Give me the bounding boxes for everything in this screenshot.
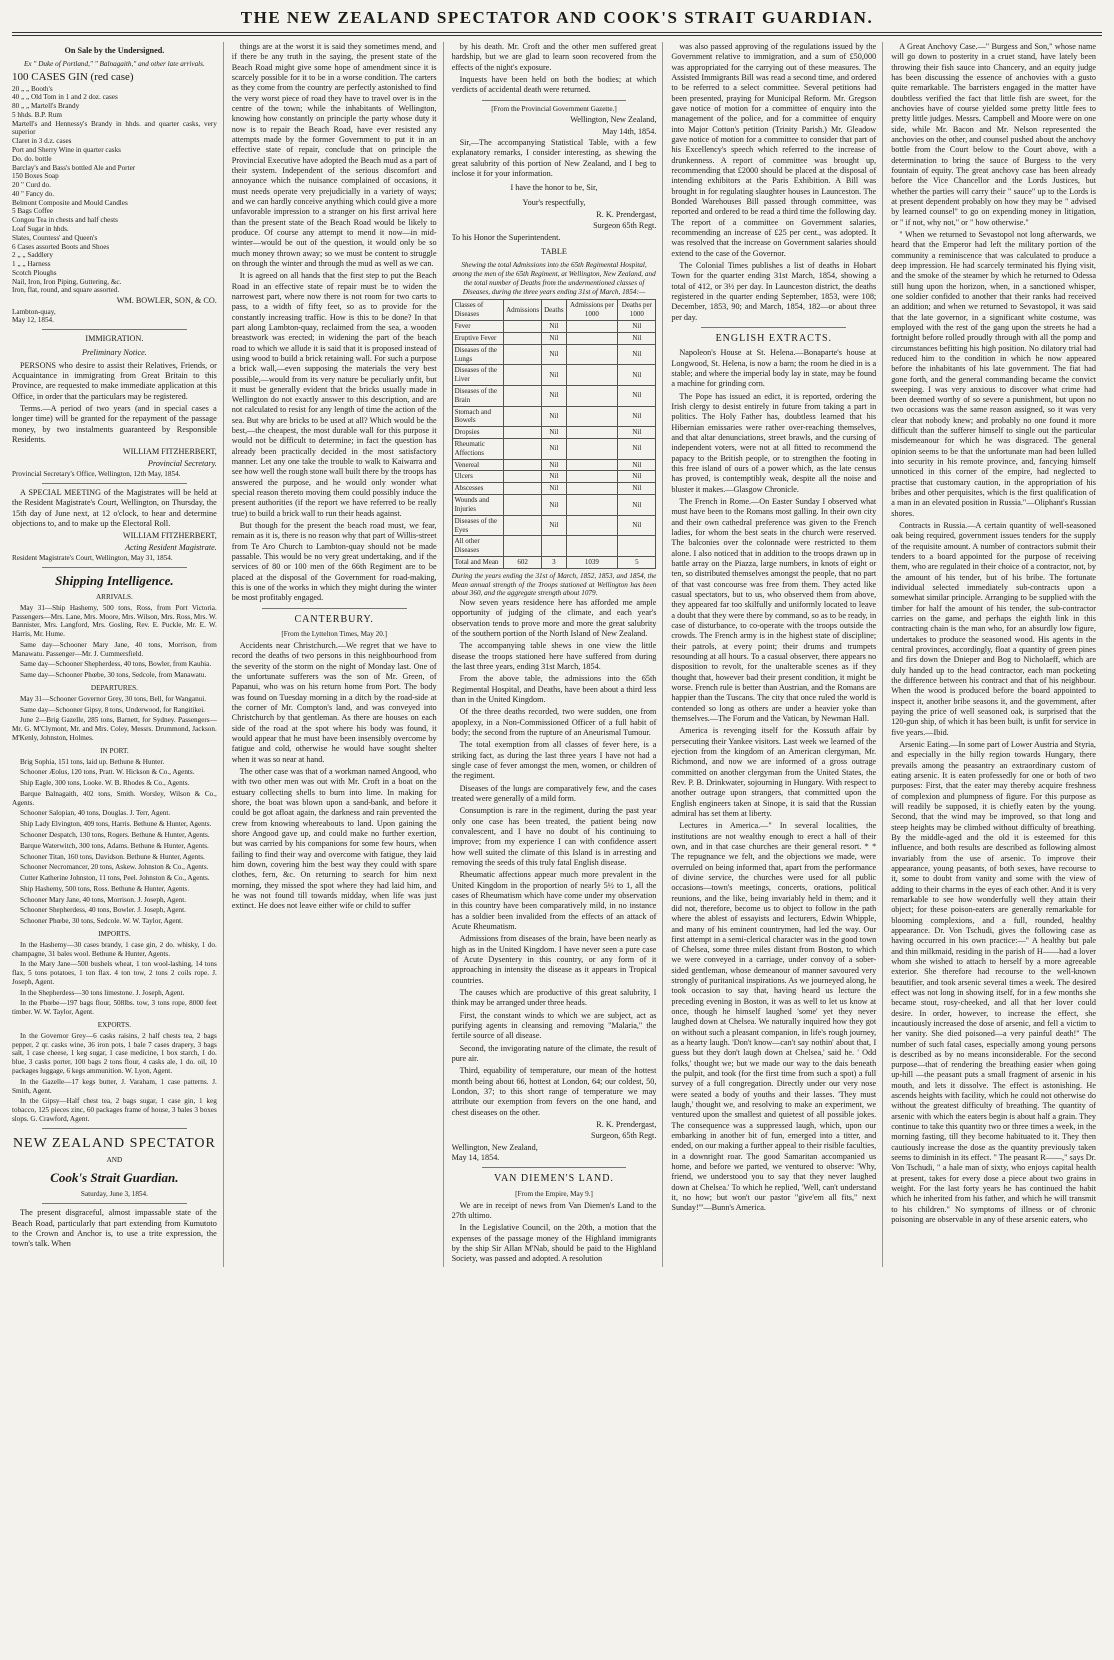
table-cell: Nil <box>542 439 566 460</box>
arrivals-heading: ARRIVALS. <box>95 593 133 601</box>
import-item: In the Phœbe—197 bags flour, 508lbs. tow, 3 tons rope, 8000 feet timber. W. W. Taylor, Agent. <box>12 999 217 1017</box>
paper-subtitle: Cook's Strait Guardian. <box>50 1170 179 1186</box>
extract-paragraph: A Great Anchovy Case.—" Burgess and Son," whose name will go down to posterity in a cruet stand, have lately been throwing their fish sauce into Chancery, and an equity judge has been discussing the essence of anchovies with a gusto quite remarkable. The barristers engaged in the matter have doubtless verified the fact that little fish are sweet, for the anchovies have of course yielded some pretty little fees to pretty little judges. Messrs. Campbell and Moore were on one side, while Mr. Bacon and Mr. Nelson represented the anchovies on the other, and counsel pushed about the anchovy bottle from the Court below to the Court above, with a determination to bring the sauce of Burgess to the very fountain of equity. The great anchovy case has been already before the Vice Chancellor and the Lords Justices, but whether the parties will carry their " sauce" up to the Lords is at present dependent probably on how they may be " advised by learned counsel" to go on expending money in litigation, or " if not, why not," or " how otherwise." <box>891 42 1096 227</box>
departure-item: Same day—Schooner Gipsy, 8 tons, Underwood, for Rangitikei. <box>20 705 205 714</box>
meeting-notice: A SPECIAL MEETING of the Magistrates will be held at the Resident Magistrate's Court, Wellington, on Thursday, the 15th day of June next, at 12 o'clock, to hear and determine objections to, and to make up the Electoral Roll. <box>12 487 217 528</box>
report-date: May 14, 1854. <box>451 1152 500 1162</box>
sale-item: Congou Tea in chests and half chests <box>12 216 118 225</box>
separator <box>42 1128 187 1129</box>
table-cell: Diseases of the Eyes <box>452 515 503 536</box>
report-paragraph: Diseases of the lungs are comparatively few, and the cases treated were generally of a mild form. <box>451 783 657 804</box>
table-cell: Nil <box>542 406 566 427</box>
vdl-paragraph: was also passed approving of the regulations issued by the Government relative to immigration, and a sum of £50,000 was appropriated for the carrying out of these measures. The Assisted Immigrants Bill was read a second time, and ordered to be referred to a select committee. Several petitions had been presented, praying for Municipal Reform. Mr. Gregson gave notice of motion for a committee of enquiry into the management of the police, and for a committee of enquiry into Major Cotton's petition (Trinity Parish.) Mr. Gleadow gave notice of motion for a committee to consider that part of his Excellency's speech which referred to the increase of drunkenness. A report of committee was brought up, recommending that £2000 should be placed at the disposal of intending exhibitors at the Paris Exhibition. A Bill was brought in for regulating slaughter houses in Launceston. The Bonded Warehouses Bill passed through committee, was reported and ordered to be read a third time the following day. The report of a committee on Government salaries, recommending an increase of £25 per cent., was adopted. It was resolved that the increase on Government salaries should extend to the case of the Governor. <box>671 42 877 258</box>
table-cell <box>566 439 618 460</box>
table-cell <box>566 344 618 365</box>
table-row <box>452 556 656 568</box>
separator <box>42 1203 187 1204</box>
separator <box>42 329 187 330</box>
table-cell: Nil <box>618 332 656 344</box>
table-row <box>452 385 656 406</box>
table-row <box>452 344 656 365</box>
table-row <box>452 427 656 439</box>
in-port-item: Ship Lady Elvington, 409 tons, Harris. Bethune & Hunter, Agents. <box>20 820 212 829</box>
table-cell: Nil <box>618 344 656 365</box>
export-item: In the Governor Grey—6 casks raisins, 2 half chests tea, 2 bags pepper, 2 qr. casks wine, 36 iron pots, 1 bale 7 cases drapery, 3 bags salt, 1 case cheese, 1 keg sugar, 1 case medicine, 1 box starch, 1 do. blue, 3 casks porter, 100 bags 2 tons flour, 4 casks ale, 1 do. oil, 10 packages luggage, 6 kegs ammunition. W. Lyon, Agent. <box>12 1031 217 1075</box>
in-port-item: Cutter Katherine Johnston, 11 tons, Peel. Johnston & Co., Agents. <box>20 874 210 883</box>
table-cell <box>504 365 542 386</box>
table-cell: Nil <box>542 459 566 471</box>
extract-paragraph: " When we returned to Sevastopol not long afterwards, we heard that the Emperor had left the military portion of the community a reminiscence that was calculated to produce a deep impression. He had scarcely terminated his flying visit, and the smoke of the steamer by which he returned to Odessa still hung upon the horizon, when, in a sanctioned whisper, one soldier confided to another that their ranks had received an addition; and when we returned to Sevastopol, it was said that the late governor, in a significant white costume, was employed with the rest of the gang upon the streets he had a fortnight before rolled proudly through with all the pomp and circumstances befitting his high position. No dilatory trial had reduced him to the condition in which he now appeared before the inhabitants of his late government. The fiat had gone forth, and the general commanding became the convict sweeping. I was very anxious to discover what crime had been deemed worthy of so severe a punishment, but upon no two occasions was the same reason assigned, so it was very clear that nobody knew; and probably no one found it more difficult than the sufferer himself to single out the particular misdemeanour for which he was disgraced. The general opinion seems to be that the unfortunate man had been lulled into security in his remote province, and, fancying himself unnoticed in this corner of the empire, had neglected to practise that customary caution, in the appropriation of his bribes and other perquisites, which is the first qualification of a man in an elevated position in Russia."—Oliphant's Russian shores. <box>891 229 1096 518</box>
table-cell: Ulcers <box>452 471 503 483</box>
extract-paragraph: Arsenic Eating.—In some part of Lower Austria and Styria, and especially in the hilly region towards Hungary, there prevails among the peasantry an extraordinary custom of eating arsenic. It is eaten professedly for one or both of two purposes: First, that the eater may thereby acquire freshness of complexion and plumpness of figure. For this purpose as will readily be supposed, it is chiefly eaten by the young. Second, that the wind may be improved, so that long and steep heights may be climbed without difficulty of breathing. By the middle-aged and the old it is esteemed for this influence, and both results are described as following almost invariably from the use of arsenic. To improve their appearance, young peasants, of both sexes, have recourse to it, some to doubt from vanity and some with the view of adding to their charms in the eyes of each other. And it is very remarkable to see how wonderfully well they attain their object; for these poison-eaters are generally remarkable for blooming complexions, and a full, rounded, healthy appearance. Dr. Von Tschudi, gives the following case as having occurred in his own practice:—" A healthy but pale and thin milkmaid, residing in the parish of H——had a lover whom she wished to attach to herself by a more agreeable exterior. She therefore had recourse to the well-known beautifier, and took arsenic several times a week. The desired effect was not long in showing itself, for in a few months she became stout, rosy-cheeked, and all that her lover could desire. In order, however, to increase the effect, she incautiously increased the dose of arsenic, and fell a victim to her vanity. She died poisoned—a very painful death!" The number of such fatal cases, especially among young persons is described as by no means inconsiderable. For the second purpose—that of rendering the breathing easier when going up-hill —the peasant puts a small fragment of arsenic in his mouth, and lets it dissolve. The effect is astonishing. He ascends heights with facility, which he could not otherwise do without the greatest difficulty of breathing. The quantity of arsenic with which the eaters begin is about half a grain. They continue to take this quantity two or three times a week, in the morning fasting, till they become habituated to it. They then cautiously increase the dose as the quantity previously taken seems to diminish in its effect. " The peasant R——," says Dr. Von Tschudi, " a hale man of sixty, who enjoys capital health at present, takes for every dose a piece about two grains in weight. For the last forty years he has continued the habit which he inherited from his father, and which he will transmit to his children." No symptoms of illness or of chronic poisoning are observable in any of these arsenic eaters, who <box>891 739 1096 1225</box>
import-item: In the Mary Jane—500 bushels wheat, 1 ton wool-lashing, 14 tons flax, 5 tons potatoes, 1 ton flax. 4 ton tow, 2 tons 2 coils rope. J. Joseph, Agent. <box>12 960 217 986</box>
in-port-item: Schooner Phœbe, 30 tons, Sedcole. W. W. Taylor, Agent. <box>20 917 183 926</box>
table-row <box>452 321 656 333</box>
sale-item: Port and Sherry Wine in quarter casks <box>12 145 121 154</box>
table-cell: Diseases of the Lungs <box>452 344 503 365</box>
table-cell <box>504 439 542 460</box>
table-cell: Total and Mean <box>452 556 503 568</box>
table-cell: Nil <box>542 365 566 386</box>
shipping-heading: Shipping Intelligence. <box>55 572 174 588</box>
report-paragraph: The total exemption from all classes of fever here, is a striking fact, as during the last three years I have not had a single case of fever amongst the men, women, or children of the regiment. <box>451 740 657 781</box>
table-cell: All other Diseases <box>452 536 503 557</box>
sale-item: Do. do. bottle <box>12 154 52 163</box>
extract-paragraph: Lectures in America.—" In several localities, the institutions are not wealthy enough to erect a hall of their own, and in that case churches are their general resort. * * The repugnance we felt, and the objections we made, were overruled on being informed that, apart from the performance of divine service, the churches were used for all public occasions—town's meetings, concerts, orations, political reunions, and the like, being invariably held in them; and it did not, therefore, become us to object to follow in the path where the ablest of essayists and lecturers, Edwin Whipple, and many of his eminent countrymen, had led the way. Our first attempt in a semi-clerical character was in the good town of Chelsea, some three miles distant from Boston, to which we were conveyed in a carriage, under convoy of a sober-sided gentleman, whose demeanour of manner savoured very strongly of puritanical inspirations. As we journeyed along, he took occasion to say that, having heard us lecture the preceding evening in Boston, it was as well to let us know at once, though he himself laughed 'some' yet they never laughed down at Chelsea. We naturally inquired how they got on without such a pleasant companion, in life's rough journey, as a hearty laugh. 'Don't know—can't say nothin' about that, I guess but they don't laugh down at Chelsea,' said he. ' Odd folks,' thought we; but we made our way to the dais beneath the pulpit, and took (for the first time from such a spot) a full survey of a full congregation. Directly under our very nose were seated a body of youths and their lasses. 'They must laugh,' thought we, and resolving to make an experiment, we ventured upon the smallest and quietest of all possible jokes. The consequence was a suppressed laugh, which, upon our embarking in another bit of fun, emerged into a titter, and ended, on our making a further appeal to their risible faculties, in a downright roar. The good Samaritan accompanied us home, and before we parted, we ventured to observe: 'Why, friend, we understood you to say that they never laughed down at Chelsea.' To which he replied, 'Well, can't understand it, no how; but won't our pastor "give'em all fits," next Sunday!'"—Bunn's America. <box>671 821 877 1213</box>
table-cell <box>504 344 542 365</box>
table-cell: Nil <box>542 471 566 483</box>
table-cell: Nil <box>618 427 656 439</box>
sale-item: Claret in 3 d.z. cases <box>12 137 72 146</box>
table-row <box>452 515 656 536</box>
extract-paragraph: The Pope has issued an edict, it is reported, ordering the Irish clergy to desist entirely in future from taking a part in politics. The Holy Father has, doubtless learned that his Hibernian emissaries were rather over-reaching themselves, and that altar denunciations, street brawls, and the cursing of independent voters, were not at all fitted to recommend the papacy to the British people, or to strengthen the footing in this free island of ours of a power which, as the late census has proved, is contemptibly weak, despite all the noise and bluster it makes.—Glasgow Chronicle. <box>671 391 877 494</box>
report-paragraph: The causes which are productive of this great salubrity, I think may be arranged under three heads. <box>451 987 657 1008</box>
table-note: During the years ending the 31st of March, 1852, 1853, and 1854, the Mean annual strength of the Troops stationed at Wellington has been about 360, and the aggregate strength about 1079. <box>451 571 657 598</box>
immigration-office: Provincial Secretary's Office, Wellington, 12th May, 1854. <box>12 470 181 479</box>
table-row <box>452 365 656 386</box>
immigration-signature-title: Provincial Secretary. <box>147 458 217 468</box>
table-cell: Nil <box>618 471 656 483</box>
sale-item: 1 „ „ Harness <box>12 260 51 269</box>
in-port-item: Schooner Mary Jane, 40 tons, Morrison. J. Joseph, Agent. <box>20 895 187 904</box>
vdl-paragraph: The Colonial Times publishes a list of deaths in Hobart Town for the quarter ending 31st March, 1854, showing a total of 412, or 3½ per day. In Launceston district, the deaths registered in the quarter ending September, 1853, were 108; December, 1853, 90; and March, 1854, 182—or about three per day. <box>671 260 877 322</box>
table-cell: Rheumatic Affections <box>452 439 503 460</box>
sale-heading: On Sale by the Undersigned. <box>64 46 165 55</box>
table-cell: Nil <box>618 385 656 406</box>
table-cell: Eruptive Fever <box>452 332 503 344</box>
arrival-item: May 31—Ship Hashemy, 500 tons, Ross, from Port Victoria. Passengers—Mrs. Lane, Mrs. Moore, Mrs. Wilson, Mrs. Ross, Mrs. W. Bannister, Mrs. Langford, Mrs. Gosling, Rev. E. Puckle, Mr. E. W. Harris, Mr. Hume. <box>12 603 217 639</box>
table-cell: 3 <box>542 556 566 568</box>
table-cell <box>504 536 542 557</box>
report-paragraph: The accompanying table shews in one view the little disease the troops stationed here have suffered from during the last three years, ending 31st March, 1854. <box>451 641 657 672</box>
gazette-letter: Sir,—The accompanying Statistical Table, with a few explanatory remarks, I consider interesting, as shewing the great salubrity of this portion of New Zealand, and I beg to inclose it for your information. <box>451 138 657 179</box>
sale-signature: WM. BOWLER, SON, & CO. <box>116 296 217 306</box>
table-cell <box>566 495 618 516</box>
sale-item: 40 " Fancy do. <box>12 189 55 198</box>
table-cell: Dropsies <box>452 427 503 439</box>
report-paragraph: First, the constant winds to which we are subject, act as purifying agents in cleansing and removing "Malaria," the fertile source of all disease. <box>451 1010 657 1041</box>
table-cell: Nil <box>542 344 566 365</box>
table-row <box>452 471 656 483</box>
immigration-terms: Terms.—A period of two years (and in special cases a longer time) will be granted for the repayment of the passage money, by two instalments guaranteed by Responsible Residents. <box>12 404 217 445</box>
table-cell <box>504 483 542 495</box>
table-cell: 1039 <box>566 556 618 568</box>
table-cell <box>566 459 618 471</box>
extract-paragraph: Contracts in Russia.—A certain quantity of well-seasoned oak being required, government issues tenders for the supply of the requisite amount. A number of contractors submit their tenders to a board appointed for the purpose of receiving them, who are regulated in their choice of a contractor, not, by the amount of his tender, but of his bribe. The fortunate individual selected immediately sub-contracts upon a somewhat similar principle. Arranging to be supplied with the timber for half the amount of his tender, the sub-contractor carries on the game, and perhaps the eighth link in this contracting chain is the man who, for an absurdly low figure, undertakes to produce the seasoned wood. His agents in the central provinces, accordingly, float a quantity of green pines and firs down the Dnieper and Bog to Nicholaeff, which are duly handed up to the head contractor, each man pocketing the difference between his contract and that of his neighbour. When the wood is produced before the board appointed to inspect it, another bribe seasons it, and the government, after paying the price of well seasoned oak, is surprised that the 120-gun ship, of which it has been built, is unfit for service in five years.—Ibid. <box>891 521 1096 737</box>
gazette-to: To his Honor the Superintendent. <box>451 232 561 242</box>
canterbury-paragraph: Inquests have been held on both the bodies; at which verdicts of accidental death were returned. <box>451 74 657 95</box>
table-cell <box>566 483 618 495</box>
columns <box>12 42 1102 1267</box>
table-cell: Diseases of the Brain <box>452 385 503 406</box>
table-cell: Nil <box>618 483 656 495</box>
sale-item: 5 hhds. B.P. Rum <box>12 110 62 119</box>
sale-place: Lambton-quay, <box>12 307 56 316</box>
report-paragraph: Consumption is rare in the regiment, during the past year only one case has been treated, the patient being now convalescent, and I have no doubt of his continuing to improve; from my experience I can with confidence assert how well suited the climate of this Island is in arresting and removing the seeds of this truly fatal English disease. <box>451 806 657 868</box>
in-port-item: Schooner Salopian, 40 tons, Douglas. J. Terr, Agent. <box>20 809 171 818</box>
table-cell: Nil <box>542 321 566 333</box>
table-cell <box>566 385 618 406</box>
table-cell <box>504 332 542 344</box>
table-cell: Nil <box>542 483 566 495</box>
newspaper-page <box>12 0 1102 1267</box>
paper-date: Saturday, June 3, 1854. <box>80 1190 148 1199</box>
leader-start: The present disgraceful, almost impassable state of the Beach Road, particularly that part extending from Kumutoto to the Crown and Anchor is, to use a trite expression, the town's talk. When <box>12 1208 217 1249</box>
table-cell <box>566 427 618 439</box>
table-cell: Nil <box>542 385 566 406</box>
extract-paragraph: The French in Rome.—On Easter Sunday I observed what must have been to the Romans most galling. In their own city and their own cathedral preference was given to the French ladies, for whom the best seats in the church were reserved. The balconies over the colonnade were restricted to them alone. I also noticed that in addition to the troops drawn up in battle array on the Piazza, large numbers, in knots of eight or ten, so distributed themselves amongst the people, that no part of that vast concourse was free from them. They acted like casual spectators, but to us, who observed them from above, they appeared far too skilfully and uniformly located to leave a doubt that they were there by command, so as to be ready, in case of disturbance, to co-operate with the troops outside the crowds. The French army is in the highest state of discipline; their patrols, at every point; their drums and trumpets resounding at all hours. To a casual observer, there appears no disposition to revolt, for the unalterable scenes as if they thought that, however bad their present condition, it might be worse. French rule is better than Austrian, and the Romans are happier than the Tuscans. The city that once ruled the world is contended so long as others are under a heavier yoke than themselves.—The Forum and the Vatican, by Newman Hall. <box>671 497 877 723</box>
canterbury-paragraph: The other case was that of a workman named Angood, who with two other men was out with Mr. Croft in a boat on the estuary collecting shells to burn into lime. In making for shore, the boat was blown upon a sand-bank, and before it could be got afloat again, the darkness and rain prevented the crew from knowing whereabouts to land. Upon gaining the shore Angood gave up, and could make no further exertion, but was carried by his companions for some few hours, when failing to find their way and overcome with fatigue, they laid him down, covering him the best way they could with spare clothes, fern, &c. On returning to search for him next morning, they missed the spot where they had laid him, and he was not found till towards midday, when life was just extinct. He does not leave either wife or child to suffer <box>231 767 437 911</box>
table-header-cell: Classes of Diseases <box>452 300 503 321</box>
english-extracts-heading: ENGLISH EXTRACTS. <box>715 332 833 344</box>
vdl-heading: VAN DIEMEN'S LAND. <box>494 1173 614 1185</box>
imports-heading: IMPORTS. <box>98 930 131 938</box>
table-cell <box>566 515 618 536</box>
table-cell: Nil <box>618 515 656 536</box>
table-row <box>452 459 656 471</box>
table-cell: Nil <box>618 459 656 471</box>
table-cell: Wounds and Injuries <box>452 495 503 516</box>
in-port-item: Ship Hashemy, 500 tons, Ross. Bethune & Hunter, Agents. <box>20 884 190 893</box>
export-item: In the Gazelle—17 kegs butter, J. Varaham, 1 case patterns. J. Smith, Agent. <box>12 1077 217 1095</box>
sale-list <box>12 71 217 295</box>
immigration-signature: WILLIAM FITZHERBERT, <box>122 447 217 457</box>
gazette-signature-title: Surgeon 65th Regt. <box>593 221 657 231</box>
table-cell <box>504 459 542 471</box>
canterbury-paragraph: Accidents near Christchurch.—We regret that we have to record the deaths of two persons in this neighbourhood from the severity of the storm on the night of Monday last. One of the unfortunate sufferers was the son of Mr. Green, of Papanui, who was on his return home from Port. The body was found on Tuesday morning in a ditch by the road-side at the corner of Mr. Compton's land, and was conveyed into Christchurch by that gentleman. As there are houses on each side of the road at the spot where his body was found, it would appear that he must have been insensibly overcome by fatigue and cold, otherwise he would have sought shelter when it was so near at hand. <box>231 641 437 764</box>
table-header-cell: Deaths <box>542 300 566 321</box>
masthead-rule <box>12 35 1102 36</box>
table-row <box>452 495 656 516</box>
table-cell <box>504 406 542 427</box>
sale-item: Scotch Ploughs <box>12 268 57 277</box>
table-cell: Venereal <box>452 459 503 471</box>
report-signature: R. K. Prendergast, <box>596 1119 657 1129</box>
table-cell: Abscesses <box>452 483 503 495</box>
sale-item: Martell's and Hennessy's Brandy in hhds. and quarter casks, very superior <box>12 119 217 137</box>
canterbury-paragraph: by his death. Mr. Croft and the other men suffered great hardship, but we are glad to learn soon recovered from the effects of the night's exposure. <box>451 42 657 72</box>
table-cell: Nil <box>542 515 566 536</box>
in-port-item: Ship Eagle, 300 tons, Looke. W. B. Rhodes & Co., Agents. <box>20 779 190 788</box>
export-item: In the Gipsy—Half chest tea, 2 bags sugar, 1 case gin, 1 keg tobacco, 125 pieces zinc, 60 packages frame of house, 3 bales 3 boxes slops. G. Crawford, Agent. <box>12 1097 217 1123</box>
sale-item: 40 „ „ Old Tom in 1 and 2 doz. cases <box>12 93 118 102</box>
leader-paragraph: things are at the worst it is said they sometimes mend, and if there be any truth in the saying, the present state of the Beach Road might give some hope of amendment since it is scarcely possible for it to be in a worse condition. The carters as they come from the country are perfectly astonished to find the very worst piece of road they have to travel over is in the centre of the town; while the inhabitants of Wellington, knowing how constantly on principle the party whose duty it now is to repair the Beach Road, have ever resisted any attempts made by the former Government to put it in an effective state of repair, conclude that on principle the Provincial Executive have adopted the Beach mud as a part of their system. Independent of the serious discomfort and annoyance which the nuisance complained of occasions, it must needs operate very prejudicially in a variety of ways; and we can hardly conceive anything which could give a more unfavorable impression to a stranger on his first arrival here than the present state of the Beach Road would be likely to produce. Of course any attempt to mend it now—in mid-winter—would be out of the question, it would only be so much money thrown away; so we must be content to struggle on through the winter and through the mud as well as we can. <box>231 42 437 268</box>
exports-heading: EXPORTS. <box>97 1021 132 1030</box>
sale-item: 20 " Curd do. <box>12 181 51 190</box>
table-cell <box>504 427 542 439</box>
table-cell: Nil <box>618 406 656 427</box>
report-paragraph: From the above table, the admissions into the 65th Regimental Hospital, and Deaths, have been about a third less than in the United Kingdom. <box>451 674 657 705</box>
sale-item: Belmont Composite and Mould Candles <box>12 198 128 207</box>
sale-date: May 12, 1854. <box>12 316 54 325</box>
table-cell: Nil <box>542 427 566 439</box>
in-port-item: Schooner Despatch, 130 tons, Rogers. Bethune & Hunter, Agents. <box>20 830 210 839</box>
leader-paragraph: It is agreed on all hands that the first step to put the Beach Road in an effective state of repair must be to widen the narrowest part, where now there is not room for two carts to pass, to a width of fifty feet, so as to provide for the constantly increasing traffic. How is this to be done? In that part along Lambton-quay, reclaimed from the sea, a wooden breastwork was erected; in widening the part of the beach road to which we allude it is said that it is proposed instead of using wood to build a brick retaining wall. For such a purpose a brick wall,—even supposing the materials the very best possible,—would from its very nature be peculiarly unfit, but it must be generally evident that the bricks usually made in Wellington do not exactly answer to this description, and are not calculated to resist for any length of time the action of the sea. But why are bricks to be used at all? Which would be the best,—the cheapest, the most durable wall for this purpose it would not be difficult to determine; in fact the question has already been practically decided in the most satisfactory manner. Let any one take the trouble to walk to Kaiwarra and see how well the rough stone wall built there by the troops has answered the purpose, and he would only wonder what special reason thereto moving them could possibly induce the present authorities (if the report we have referred to be really true) to build a brick wall to run their heads against. <box>231 271 437 518</box>
table-cell: Stomach and Bowels <box>452 406 503 427</box>
column-3 <box>452 42 664 1267</box>
departure-item: June 2—Brig Gazelle, 285 tons, Barnett, for Sydney. Passengers—Mr. G. M'Clymont, Mr. and Mrs. Coley, Messrs. Drummond, Jackson. M'Kenly, Johnston, Holmes. <box>12 716 217 742</box>
separator <box>262 608 407 609</box>
arrival-item: Same day—Schooner Phœbe, 30 tons, Sedcole, from Manawatu. <box>20 671 207 680</box>
separator <box>42 483 187 484</box>
table-body <box>452 321 656 569</box>
paper-title-and: AND <box>106 1156 123 1165</box>
report-signature-title: Surgeon, 65th Regt. <box>591 1131 657 1141</box>
in-port-item: Barque Waterwitch, 300 tons, Adams. Bethune & Hunter, Agents. <box>20 841 209 850</box>
table-cell <box>504 471 542 483</box>
in-port-item: Schooner Æolus, 120 tons, Pratt. W. Hickson & Co., Agents. <box>20 768 195 777</box>
sale-item: Nail, Iron, Iron Piping, Guttering, &c. <box>12 277 122 286</box>
sale-item: 150 Boxes Soap <box>12 172 59 181</box>
sale-item: 6 Cases assorted Boots and Shoes <box>12 242 110 251</box>
departures-heading: DEPARTURES. <box>90 684 138 693</box>
column-2 <box>232 42 444 1267</box>
table-row <box>452 332 656 344</box>
in-port-item: Barque Balnagaith, 402 tons, Smith. Worsley, Wilson & Co., Agents. <box>12 789 217 807</box>
sale-item: Iron, flat, round, and square assorted. <box>12 286 120 295</box>
vdl-paragraph: We are in receipt of news from Van Diemen's Land to the 27th ultimo. <box>451 1200 657 1220</box>
separator <box>482 1167 627 1168</box>
table-heading: TABLE <box>541 247 567 257</box>
table-cell: Fever <box>452 321 503 333</box>
canterbury-heading: CANTERBURY. <box>294 613 374 625</box>
vdl-paragraph: In the Legislative Council, on the 20th, a motion that the expenses of the passage money of the Highland immigrants by the ship Sir Allan M'Nab, should be paid to the Highland Society, was passed and adopted. A resolution <box>451 1223 657 1264</box>
gazette-source: [From the Provincial Government Gazette.] <box>491 104 617 113</box>
table-header-cell: Admissions <box>504 300 542 321</box>
table-cell <box>504 385 542 406</box>
arrival-item: Same day—Schooner Shepherdess, 40 tons, Bowler, from Kauhia. <box>20 660 212 669</box>
sale-item: Loaf Sugar in hhds. <box>12 225 69 234</box>
in-port-item: Schooner Titan, 160 tons, Davidson. Bethune & Hunter, Agents. <box>20 852 205 861</box>
arrival-item: Same day—Schooner Mary Jane, 40 tons, Morrison, from Manawatu. Passenger—Mr. J. Cummersfield. <box>12 640 217 658</box>
table-cell <box>566 536 618 557</box>
table-cell: 602 <box>504 556 542 568</box>
table-cell: Nil <box>542 495 566 516</box>
report-paragraph: Now seven years residence here has afforded me ample opportunity of judging of the climate, and each year's observation tends to prove more and more the great salubrity of the southern portion of the North Island of New Zealand. <box>451 598 657 639</box>
in-port-item: Schooner Shepherdess, 40 tons, Bowler. J. Joseph, Agent. <box>20 906 186 915</box>
column-1 <box>12 42 224 1267</box>
column-5 <box>891 42 1102 1267</box>
immigration-body: PERSONS who desire to assist their Relatives, Friends, or Acquaintance in immigrating from Great Britain to this Province, are requested to make immediate application at this Office, in order that the particulars may be registered. <box>12 360 217 401</box>
table-cell: 5 <box>618 556 656 568</box>
paper-title: NEW ZEALAND SPECTATOR <box>12 1135 216 1151</box>
meeting-signature-title: Acting Resident Magistrate. <box>125 542 217 552</box>
statistical-table <box>452 299 657 568</box>
report-paragraph: Rheumatic affections appear much more prevalent in the United Kingdom in the proportion of nearly 5½ to 1, all the cases of Rheumatism which have come under my observation in this country have been comparatively mild, in no instance has a soldier been invalided from the effects of an attack of Acute Rheumatism. <box>451 870 657 931</box>
immigration-heading: IMMIGRATION. <box>85 334 144 344</box>
table-cell <box>504 321 542 333</box>
gazette-close: I have the honor to be, Sir, <box>510 183 598 193</box>
in-port-item: Schooner Necromancer, 20 tons, Askew. Johnston & Co., Agents. <box>20 863 209 872</box>
table-row <box>452 406 656 427</box>
in-port-heading: IN PORT. <box>100 746 129 755</box>
sale-ships: Ex " Duke of Portland," " Balnagaith," and other late arrivals. <box>24 60 205 69</box>
table-caption: Shewing the total Admissions into the 65th Regimental Hospital, among the men of the 65th Regiment, at Wellington, New Zealand, and the total number of Deaths from the undermentioned classes of Diseases, during the three years ending 31st of March, 1854:— <box>452 261 656 296</box>
table-header-cell: Deaths per 1000 <box>618 300 656 321</box>
departure-item: May 31—Schooner Governor Grey, 30 tons, Bell, for Wanganui. <box>20 694 207 703</box>
vdl-source: [From the Empire, May 9.] <box>515 1189 593 1198</box>
table-cell: Nil <box>618 439 656 460</box>
sale-item: 5 Bags Coffee <box>12 207 53 216</box>
meeting-office: Resident Magistrate's Court, Wellington, May 31, 1854. <box>12 553 173 562</box>
sale-item: 2 „ „ Saddlery <box>12 251 53 260</box>
table-cell <box>566 471 618 483</box>
table-cell <box>566 365 618 386</box>
sale-item: 20 „ „ Booth's <box>12 84 53 93</box>
sale-item: Slates, Countess' and Queen's <box>12 233 98 242</box>
extract-paragraph: Napoleon's House at St. Helena.—Bonaparte's house at Longwood, St. Helena, is now a barn; the room he died in is a stable; and where the imperial body lay in state, may be found a machine for grinding corn. <box>671 348 877 389</box>
table-row <box>452 439 656 460</box>
table-cell <box>566 332 618 344</box>
import-item: In the Hashemy—30 cases brandy, 1 case gin, 2 do. whisky, 1 do. champagne, 31 bales wool. Bethune & Hunter, Agents. <box>12 940 217 958</box>
report-paragraph: Of the three deaths recorded, two were sudden, one from apoplexy, in a Non-Commissioned Officer of a full habit of body; the second from the rupture of an Aneurismal Tumour. <box>451 707 657 738</box>
table-cell <box>542 536 566 557</box>
masthead: THE NEW ZEALAND SPECTATOR AND COOK'S STRAIT GUARDIAN. <box>12 8 1102 33</box>
report-paragraph: Second, the invigorating nature of the climate, the result of pure air. <box>451 1043 657 1063</box>
meeting-signature: WILLIAM FITZHERBERT, <box>122 531 217 541</box>
extract-paragraph: America is revenging itself for the Kossuth affair by persecuting their Yankee visitors. Last week we learned of the ejection from the kingdom of an American clergyman, Mr. Richmond, and now we are informed of a gross outrage committed on another clergyman from the United States, the Rev. P. B. Drinkwater, sojourning in Hungary. With respect to another outrage upon strangers, that committed upon the English engineers taken at Sinope, it is said that the Russian admiral has set them at liberty. <box>671 726 877 818</box>
report-place: Wellington, New Zealand, <box>451 1142 538 1152</box>
table-row <box>452 536 656 557</box>
table-cell: Nil <box>618 321 656 333</box>
table-cell: Nil <box>618 495 656 516</box>
sale-item: 100 CASES GIN (red case) <box>12 71 134 84</box>
table-cell <box>504 515 542 536</box>
table-cell <box>618 536 656 557</box>
in-port-item: Brig Sophia, 151 tons, laid up. Bethune & Hunter. <box>20 757 165 766</box>
separator <box>701 327 846 328</box>
gazette-place: Wellington, New Zealand, <box>570 115 657 125</box>
table-header-cell: Admissions per 1000 <box>566 300 618 321</box>
gazette-date: May 14th, 1854. <box>602 126 657 136</box>
table-cell <box>566 321 618 333</box>
sale-item: Barclay's and Bass's bottled Ale and Porter <box>12 163 136 172</box>
report-paragraph: Third, equability of temperature, our mean of the hottest month being about 66, hottest at London, 64; our coldest, 50, London, 37; to this short range of temperature we may attribute our exemption from fevers on the one hand, and chest diseases on the other. <box>451 1066 657 1117</box>
table-cell <box>566 406 618 427</box>
table-row <box>452 483 656 495</box>
gazette-signature: R. K. Prendergast, <box>596 210 657 220</box>
separator <box>42 567 187 568</box>
immigration-subheading: Preliminary Notice. <box>82 348 147 358</box>
table-cell <box>504 495 542 516</box>
gazette-close: Your's respectfully, <box>522 197 586 207</box>
separator <box>482 100 627 101</box>
leader-paragraph: But though for the present the beach road must, we fear, remain as it is, there is no reason why that part of Willis-street from Te Aro Church to Lambton-quay should not be made passable. This would be no very great undertaking, and if the services of 80 or 100 men of the 66th Regiment are to be placed at the disposal of the Government for road-making, this is one of the works in which they might during the winter be most profitably engaged. <box>231 521 437 603</box>
table-header-row <box>452 300 656 321</box>
table-cell: Nil <box>542 332 566 344</box>
sale-item: 80 „ „ Martell's Brandy <box>12 102 80 111</box>
canterbury-source: [From the Lyttelton Times, May 20.] <box>281 630 387 639</box>
table-cell: Nil <box>618 365 656 386</box>
table-cell: Diseases of the Liver <box>452 365 503 386</box>
report-paragraph: Admissions from diseases of the brain, have been nearly as high as in the United Kingdom. I have never seen a pure case of Acute Dysentery in this country, or any form of it approaching in intensity the disease as it appears in Tropical countries. <box>451 934 657 985</box>
column-4 <box>671 42 883 1267</box>
import-item: In the Shepherdess—30 tons limestone. J. Joseph, Agent. <box>20 988 185 997</box>
